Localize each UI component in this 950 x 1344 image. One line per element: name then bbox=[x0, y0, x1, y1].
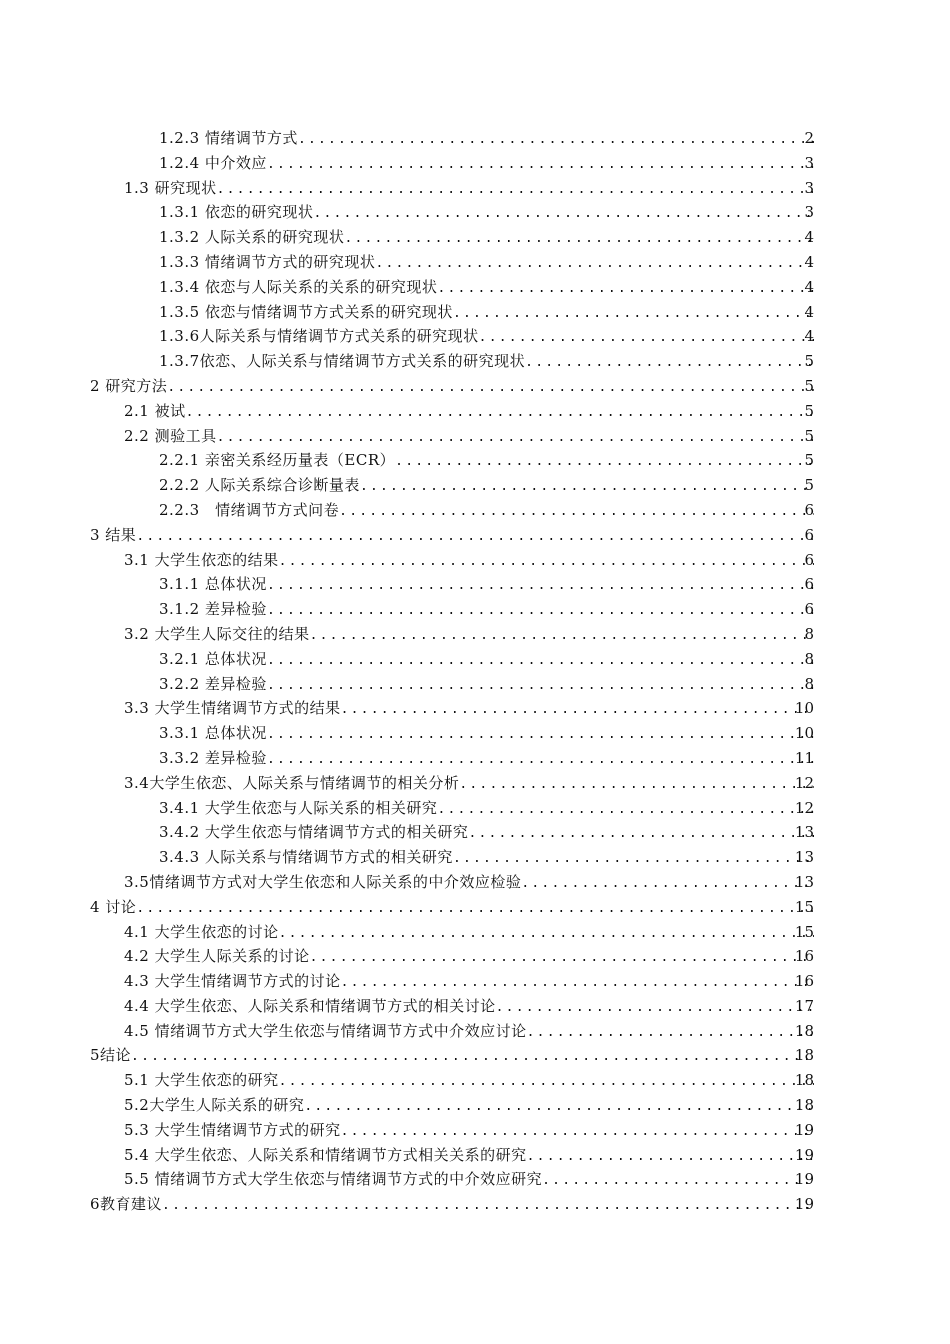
toc-entry[interactable] bbox=[0, 969, 950, 994]
toc-dot-leader bbox=[186, 401, 814, 426]
toc-dot-leader bbox=[136, 897, 814, 922]
toc-entry[interactable] bbox=[0, 920, 950, 945]
toc-dot-leader bbox=[217, 178, 814, 203]
toc-entry[interactable] bbox=[0, 597, 950, 622]
toc-entry-title: 1.2.4 中介效应 bbox=[159, 153, 267, 172]
toc-entry[interactable] bbox=[0, 126, 950, 151]
toc-dot-leader bbox=[525, 351, 814, 376]
toc-entry-page-number: 16 bbox=[794, 947, 814, 966]
toc-entry-title: 3.4大学生依恋、人际关系与情绪调节的相关分析 bbox=[124, 773, 460, 792]
toc-entry[interactable] bbox=[0, 994, 950, 1019]
toc-entry-title: 3.5情绪调节方式对大学生依恋和人际关系的中介效应检验 bbox=[124, 872, 522, 891]
toc-entry-page-number: 6 bbox=[804, 500, 814, 519]
toc-entry[interactable] bbox=[0, 349, 950, 374]
toc-entry-title: 3.1.2 差异检验 bbox=[159, 600, 267, 619]
toc-entry-title: 5结论 bbox=[90, 1046, 132, 1065]
toc-entry-page-number: 13 bbox=[794, 823, 814, 842]
toc-entry[interactable] bbox=[0, 820, 950, 845]
toc-entry-title: 3.3.1 总体状况 bbox=[159, 724, 267, 743]
toc-entry-page-number: 8 bbox=[804, 624, 814, 643]
toc-dot-leader bbox=[453, 302, 814, 327]
toc-dot-leader bbox=[267, 153, 814, 178]
toc-dot-leader bbox=[527, 1021, 814, 1046]
toc-entry[interactable] bbox=[0, 944, 950, 969]
toc-dot-leader bbox=[375, 252, 814, 277]
toc-dot-leader bbox=[341, 1120, 814, 1145]
toc-entry[interactable] bbox=[0, 746, 950, 771]
toc-entry[interactable] bbox=[0, 1043, 950, 1068]
toc-dot-leader bbox=[496, 996, 814, 1021]
toc-entry-page-number: 5 bbox=[804, 451, 814, 470]
toc-entry-title: 6教育建议 bbox=[90, 1195, 163, 1214]
toc-entry[interactable] bbox=[0, 1019, 950, 1044]
toc-entry-title: 1.3.6人际关系与情绪调节方式关系的研究现状 bbox=[159, 327, 479, 346]
toc-entry-page-number: 12 bbox=[794, 773, 814, 792]
toc-entry-title: 1.3.2 人际关系的研究现状 bbox=[159, 228, 345, 247]
toc-entry-page-number: 17 bbox=[794, 996, 814, 1015]
toc-entry[interactable] bbox=[0, 448, 950, 473]
toc-entry-page-number: 18 bbox=[794, 1071, 814, 1090]
toc-dot-leader bbox=[459, 773, 814, 798]
toc-entry-page-number: 6 bbox=[804, 600, 814, 619]
toc-entry-title: 5.2大学生人际关系的研究 bbox=[124, 1096, 305, 1115]
toc-entry[interactable] bbox=[0, 796, 950, 821]
toc-entry[interactable] bbox=[0, 399, 950, 424]
toc-entry[interactable] bbox=[0, 1068, 950, 1093]
toc-entry[interactable] bbox=[0, 647, 950, 672]
toc-entry[interactable] bbox=[0, 845, 950, 870]
toc-entry-page-number: 8 bbox=[804, 674, 814, 693]
toc-entry-title: 1.2.3 情绪调节方式 bbox=[159, 129, 298, 147]
toc-entry[interactable] bbox=[0, 250, 950, 275]
toc-entry-page-number: 3 bbox=[804, 178, 814, 197]
toc-entry-page-number: 13 bbox=[794, 872, 814, 891]
toc-entry-page-number: 18 bbox=[794, 1096, 814, 1115]
toc-entry-title: 4.2 大学生人际关系的讨论 bbox=[124, 947, 310, 966]
toc-entry-title: 1.3.4 依恋与人际关系的关系的研究现状 bbox=[159, 277, 438, 296]
toc-entry-page-number: 4 bbox=[804, 327, 814, 346]
toc-entry-title: 3.2.1 总体状况 bbox=[159, 649, 267, 668]
toc-entry-page-number: 6 bbox=[804, 575, 814, 594]
toc-dot-leader bbox=[310, 624, 814, 649]
toc-entry[interactable] bbox=[0, 895, 950, 920]
toc-dot-leader bbox=[521, 872, 814, 897]
toc-entry[interactable] bbox=[0, 176, 950, 201]
toc-entry[interactable] bbox=[0, 1118, 950, 1143]
toc-entry[interactable] bbox=[0, 275, 950, 300]
toc-entry[interactable] bbox=[0, 548, 950, 573]
toc-dot-leader bbox=[395, 450, 814, 475]
toc-entry-title: 1.3.1 依恋的研究现状 bbox=[159, 203, 314, 222]
toc-entry-page-number: 5 bbox=[804, 376, 814, 395]
toc-entry-title: 3.4.1 大学生依恋与人际关系的相关研究 bbox=[159, 798, 438, 817]
toc-dot-leader bbox=[527, 1145, 814, 1170]
toc-dot-leader bbox=[542, 1169, 814, 1194]
toc-entry-page-number: 12 bbox=[794, 798, 814, 817]
toc-entry-title: 3.3 大学生情绪调节方式的结果 bbox=[124, 699, 341, 718]
toc-entry[interactable] bbox=[0, 870, 950, 895]
toc-entry-page-number: 5 bbox=[804, 401, 814, 420]
toc-dot-leader bbox=[279, 550, 814, 575]
toc-dot-leader bbox=[313, 202, 814, 227]
toc-entry-page-number: 5 bbox=[804, 426, 814, 445]
toc-entry-title: 3.1 大学生依恋的结果 bbox=[124, 550, 279, 569]
toc-entry-title: 3.2 大学生人际交往的结果 bbox=[124, 624, 310, 643]
toc-entry-page-number: 19 bbox=[794, 1145, 814, 1164]
toc-entry-page-number: 11 bbox=[794, 748, 814, 767]
toc-entry-page-number: 18 bbox=[794, 1021, 814, 1040]
toc-entry[interactable] bbox=[0, 696, 950, 721]
toc-entry-page-number: 10 bbox=[794, 699, 814, 718]
toc-entry-title: 2 研究方法 bbox=[90, 376, 168, 395]
toc-entry[interactable] bbox=[0, 374, 950, 399]
toc-entry[interactable] bbox=[0, 1192, 950, 1217]
toc-entry-title: 1.3 研究现状 bbox=[124, 178, 217, 197]
toc-entry-title: 5.3 大学生情绪调节方式的研究 bbox=[124, 1120, 341, 1139]
toc-dot-leader bbox=[131, 1045, 814, 1070]
toc-entry-title: 2.2.2 人际关系综合诊断量表 bbox=[159, 476, 360, 495]
toc-entry-page-number: 4 bbox=[804, 252, 814, 271]
toc-dot-leader bbox=[279, 922, 814, 947]
toc-dot-leader bbox=[279, 1070, 814, 1095]
toc-entry[interactable] bbox=[0, 225, 950, 250]
toc-entry[interactable] bbox=[0, 300, 950, 325]
toc-entry-title: 1.3.7依恋、人际关系与情绪调节方式关系的研究现状 bbox=[159, 352, 526, 371]
toc-entry[interactable] bbox=[0, 1143, 950, 1168]
toc-entry-title: 4.4 大学生依恋、人际关系和情绪调节方式的相关讨论 bbox=[124, 996, 496, 1015]
toc-dot-leader bbox=[437, 277, 814, 302]
toc-entry-title: 1.3.3 情绪调节方式的研究现状 bbox=[159, 252, 376, 271]
toc-dot-leader bbox=[468, 822, 814, 847]
toc-entry-title: 3.2.2 差异检验 bbox=[159, 674, 267, 693]
toc-entry-page-number: 2 bbox=[804, 129, 814, 147]
toc-dot-leader bbox=[360, 475, 814, 500]
toc-entry-title: 4.5 情绪调节方式大学生依恋与情绪调节方式中介效应讨论 bbox=[124, 1021, 527, 1040]
toc-entry-page-number: 5 bbox=[804, 352, 814, 371]
toc-entry-page-number: 18 bbox=[794, 1046, 814, 1065]
toc-entry[interactable] bbox=[0, 498, 950, 523]
table-of-contents bbox=[0, 126, 950, 1217]
toc-entry-page-number: 15 bbox=[794, 922, 814, 941]
toc-entry[interactable] bbox=[0, 721, 950, 746]
toc-entry-title: 5.1 大学生依恋的研究 bbox=[124, 1071, 279, 1090]
toc-entry[interactable] bbox=[0, 1093, 950, 1118]
toc-entry[interactable] bbox=[0, 424, 950, 449]
toc-dot-leader bbox=[344, 227, 814, 252]
toc-dot-leader bbox=[267, 723, 814, 748]
toc-entry[interactable] bbox=[0, 473, 950, 498]
toc-entry-page-number: 16 bbox=[794, 972, 814, 991]
toc-entry-page-number: 4 bbox=[804, 277, 814, 296]
toc-entry[interactable] bbox=[0, 200, 950, 225]
toc-entry[interactable] bbox=[0, 1167, 950, 1192]
toc-entry-title: 5.4 大学生依恋、人际关系和情绪调节方式相关关系的研究 bbox=[124, 1145, 527, 1164]
toc-dot-leader bbox=[341, 698, 814, 723]
toc-dot-leader bbox=[479, 326, 814, 351]
toc-dot-leader bbox=[453, 847, 814, 872]
toc-entry-title: 4.3 大学生情绪调节方式的讨论 bbox=[124, 972, 341, 991]
toc-entry-page-number: 3 bbox=[804, 203, 814, 222]
toc-entry-title: 4 讨论 bbox=[90, 897, 137, 916]
toc-dot-leader bbox=[267, 599, 814, 624]
toc-entry-title: 2.2 测验工具 bbox=[124, 426, 217, 445]
toc-entry-page-number: 8 bbox=[804, 649, 814, 668]
toc-entry-title: 4.1 大学生依恋的讨论 bbox=[124, 922, 279, 941]
toc-dot-leader bbox=[267, 674, 814, 699]
toc-entry[interactable] bbox=[0, 771, 950, 796]
toc-entry-title: 2.1 被试 bbox=[124, 401, 186, 420]
toc-entry-title: 3.1.1 总体状况 bbox=[159, 575, 267, 594]
toc-entry-page-number: 19 bbox=[794, 1195, 814, 1214]
toc-entry-page-number: 6 bbox=[804, 525, 814, 544]
toc-dot-leader bbox=[267, 748, 814, 773]
toc-entry-page-number: 19 bbox=[794, 1120, 814, 1139]
toc-entry-title: 3.3.2 差异检验 bbox=[159, 748, 267, 767]
toc-entry-title: 3 结果 bbox=[90, 525, 137, 544]
toc-dot-leader bbox=[341, 971, 814, 996]
toc-dot-leader bbox=[298, 128, 814, 153]
toc-dot-leader bbox=[267, 574, 814, 599]
toc-dot-leader bbox=[339, 500, 814, 525]
toc-entry-page-number: 10 bbox=[794, 724, 814, 743]
toc-entry[interactable] bbox=[0, 672, 950, 697]
toc-dot-leader bbox=[136, 525, 814, 550]
toc-entry-title: 3.4.2 大学生依恋与情绪调节方式的相关研究 bbox=[159, 823, 469, 842]
toc-dot-leader bbox=[310, 946, 814, 971]
toc-entry-page-number: 4 bbox=[804, 228, 814, 247]
toc-dot-leader bbox=[267, 649, 814, 674]
toc-entry-title: 1.3.5 依恋与情绪调节方式关系的研究现状 bbox=[159, 302, 453, 321]
toc-entry-page-number: 3 bbox=[804, 153, 814, 172]
toc-entry-page-number: 15 bbox=[794, 897, 814, 916]
toc-entry[interactable] bbox=[0, 572, 950, 597]
toc-entry-page-number: 6 bbox=[804, 550, 814, 569]
toc-entry[interactable] bbox=[0, 622, 950, 647]
toc-entry-title: 2.2.1 亲密关系经历量表（ECR） bbox=[159, 451, 396, 470]
toc-dot-leader bbox=[304, 1095, 814, 1120]
toc-dot-leader bbox=[437, 798, 814, 823]
toc-entry[interactable] bbox=[0, 523, 950, 548]
toc-entry-page-number: 5 bbox=[804, 476, 814, 495]
toc-entry-page-number: 13 bbox=[794, 848, 814, 867]
toc-entry-page-number: 19 bbox=[794, 1170, 814, 1189]
toc-entry[interactable] bbox=[0, 151, 950, 176]
toc-entry-title: 3.4.3 人际关系与情绪调节方式的相关研究 bbox=[159, 848, 453, 867]
toc-entry[interactable] bbox=[0, 324, 950, 349]
toc-entry-title: 5.5 情绪调节方式大学生依恋与情绪调节方式的中介效应研究 bbox=[124, 1170, 543, 1189]
toc-dot-leader bbox=[217, 426, 814, 451]
toc-dot-leader bbox=[167, 376, 814, 401]
toc-entry-page-number: 4 bbox=[804, 302, 814, 321]
toc-entry-title: 2.2.3 情绪调节方式问卷 bbox=[159, 500, 340, 519]
toc-dot-leader bbox=[162, 1194, 814, 1219]
